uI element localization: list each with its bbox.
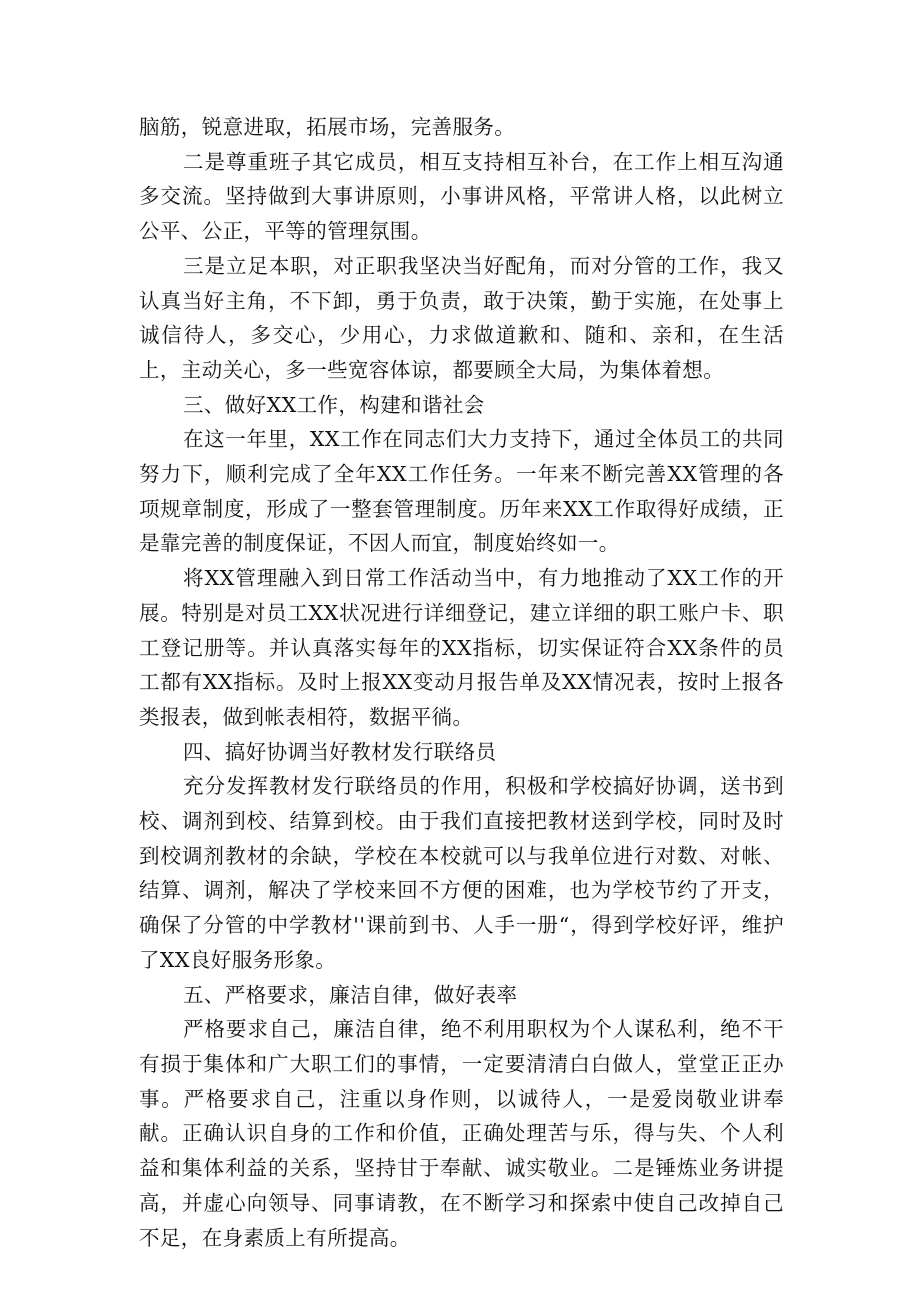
paragraph-7: 严格要求自己，廉洁自律，绝不利用职权为个人谋私利，绝不干有损于集体和广大职工们的事情，一定要清清白白做人，堂堂正正办事。严格要求自己，注重以身作则，以诚待人，一是爱岗敬业讲奉献。正确认识自身的工作和价值，正确处理苦与乐，得与失、个人利益和集体利益的关系，坚持甘于奉献、诚实敬业。二是锤炼业务讲提高，并虚心向领导、同事请教，在不断学习和探索中使自己改掉自己不足，在身素质上有所提高。	[139, 1017, 784, 1250]
paragraph-5: 将XX管理融入到日常工作活动当中，有力地推动了XX工作的开展。特别是对员工XX状况进行详细登记，建立详细的职工账户卡、职工登记册等。并认真落实每年的XX指标，切实保证符合XX条件的员工都有XX指标。及时上报XX变动月报告单及XX情况表，按时上报各类报表，做到帐表相符，数据平徜。	[139, 566, 784, 729]
section-heading-4: 四、搞好协调当好教材发行联络员	[183, 739, 497, 764]
paragraph-2: 二是尊重班子其它成员，相互支持相互补台，在工作上相互沟通多交流。坚持做到大事讲原则，小事讲风格，平常讲人格，以此树立公平、公正，平等的管理氛围。	[139, 149, 784, 244]
document-body	[139, 110, 784, 1255]
paragraph-4: 在这一年里，XX工作在同志们大力支持下，通过全体员工的共同努力下，顺利完成了全年XX工作任务。一年来不断完善XX管理的各项规章制度，形成了一整套管理制度。历年来XX工作取得好成绩，正是靠完善的制度保证，不因人而宜，制度始终如一。	[139, 427, 784, 556]
paragraph-1: 脑筋，锐意进取，拓展市场，完善服务。	[139, 115, 516, 139]
paragraph-6: 充分发挥教材发行联络员的作用，积极和学校搞好协调，送书到校、调剂到校、结算到校。由于我们直接把教材送到学校，同时及时到校调剂教材的余缺，学校在本校就可以与我单位进行对数、对帐、结算、调剂，解决了学校来回不方便的困难，也为学校节约了开支，确保了分管的中学教材''课前到书、人手一册“，得到学校好评，维护了XX良好服务形象。	[139, 774, 784, 972]
section-heading-3: 三、做好XX工作，构建和谐社会	[183, 392, 485, 417]
section-heading-5: 五、严格要求，廉洁自律，做好表率	[183, 982, 518, 1007]
paragraph-3: 三是立足本职，对正职我坚决当好配角，而对分管的工作，我又认真当好主角，不下卸，勇于负责，敢于决策，勤于实施，在处事上诚信待人，多交心，少用心，力求做道歉和、随和、亲和，在生活上，主动关心，多一些宽容体谅，都要顾全大局，为集体着想。	[139, 253, 784, 382]
